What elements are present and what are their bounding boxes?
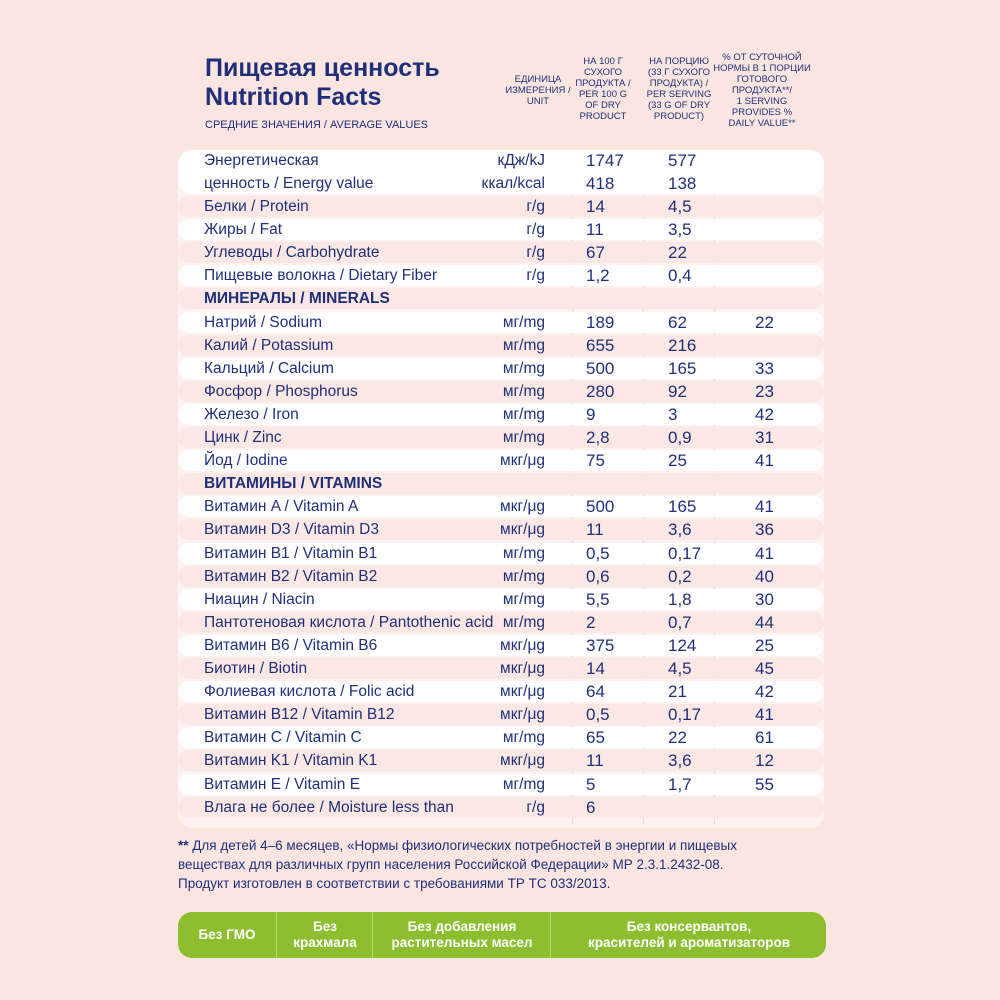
nutrient-name: Калий / Potassium bbox=[204, 336, 334, 354]
nutrient-unit: г/g bbox=[526, 798, 545, 816]
nutrient-unit: г/g bbox=[526, 267, 545, 285]
value-per-100g: 655 bbox=[586, 335, 615, 355]
value-per-serving: 0,7 bbox=[668, 612, 692, 632]
nutrient-unit: мкг/μg bbox=[500, 636, 545, 654]
nutrient-unit: мг/mg bbox=[502, 567, 545, 585]
value-daily-percent: 42 bbox=[755, 682, 774, 702]
value-per-100g: 0,6 bbox=[586, 566, 610, 586]
nutrient-unit: мг/mg bbox=[502, 613, 545, 631]
nutrient-unit: мкг/μg bbox=[500, 683, 545, 701]
nutrient-name: Белки / Protein bbox=[204, 198, 309, 215]
value-per-serving: 1,7 bbox=[668, 774, 692, 794]
nutrient-unit: мг/mg bbox=[502, 775, 545, 793]
nutrient-unit: мг/mg bbox=[502, 544, 545, 562]
nutrient-name: Пантотеновая кислота / Pantothenic acid bbox=[204, 613, 494, 631]
value-per-100g: 11 bbox=[586, 220, 604, 240]
nutrient-name: Витамин B1 / Vitamin B1 bbox=[204, 544, 378, 562]
energy-name-1: Энергетическая bbox=[204, 152, 319, 169]
value-per-serving: 124 bbox=[668, 635, 697, 655]
value-per-serving: 1,8 bbox=[668, 589, 692, 609]
table-row bbox=[178, 543, 824, 564]
section-header bbox=[178, 473, 824, 494]
header-serving-line: ПРОДУКТА) / bbox=[649, 78, 709, 89]
table-row bbox=[178, 358, 824, 379]
nutrient-name: Углеводы / Carbohydrate bbox=[204, 244, 380, 262]
value-daily-percent: 12 bbox=[755, 751, 774, 771]
nutrient-name: Влага не более / Moisture less than bbox=[204, 798, 454, 816]
value-per-serving: 0,4 bbox=[668, 266, 692, 286]
badge-no-gmo-label: Без ГМО bbox=[198, 927, 256, 942]
value-daily-percent: 61 bbox=[755, 728, 774, 748]
nutrient-unit: мкг/μg bbox=[500, 752, 545, 770]
header-serving-line: PRODUCT) bbox=[653, 111, 705, 122]
table-row bbox=[178, 450, 824, 471]
header-per100-line: СУХОГО bbox=[584, 67, 622, 78]
energy-row bbox=[178, 150, 824, 194]
nutrient-unit: мг/mg bbox=[502, 359, 545, 377]
nutrient-name: Витамин D3 / Vitamin D3 bbox=[204, 521, 379, 539]
header-per-serving bbox=[643, 56, 715, 122]
nutrient-unit: мг/mg bbox=[502, 429, 545, 446]
nutrient-unit: г/g bbox=[526, 198, 545, 215]
nutrient-unit: мг/mg bbox=[502, 405, 545, 423]
header-per100-line: OF DRY bbox=[585, 100, 621, 111]
header-per100-line: ПРОДУКТА / bbox=[575, 78, 631, 89]
value-per-serving: 0,17 bbox=[668, 543, 702, 563]
table-row bbox=[178, 265, 824, 286]
nutrient-name: Витамин B6 / Vitamin B6 bbox=[204, 636, 378, 654]
value-daily-percent: 45 bbox=[755, 659, 774, 678]
title-subtitle: СРЕДНИЕ ЗНАЧЕНИЯ / AVERAGE VALUES bbox=[205, 119, 429, 131]
nutrient-name: Витамин K1 / Vitamin K1 bbox=[204, 752, 378, 770]
header-daily-line: ПРОДУКТА**/ bbox=[731, 85, 793, 96]
energy-kcal-per100: 418 bbox=[586, 174, 615, 193]
value-per-100g: 5 bbox=[586, 774, 596, 794]
header-daily-line: DAILY VALUE** bbox=[728, 118, 796, 129]
header-per100-line: PRODUCT bbox=[579, 111, 627, 122]
footnote-line-2: веществах для различных групп населения Российской Федерации» МР 2.3.1.2432-08. bbox=[178, 857, 724, 872]
energy-name-2: ценность / Energy value bbox=[204, 175, 374, 192]
value-per-100g: 5,5 bbox=[586, 589, 610, 609]
table-row bbox=[178, 635, 824, 656]
header-per100-line: НА 100 Г bbox=[583, 56, 623, 67]
value-per-100g: 280 bbox=[586, 381, 615, 401]
header-daily-line: PROVIDES % bbox=[731, 107, 793, 118]
table-row bbox=[178, 681, 824, 702]
header-daily-line: НОРМЫ В 1 ПОРЦИИ bbox=[713, 63, 811, 74]
nutrient-unit: мкг/μg bbox=[500, 498, 545, 516]
value-per-100g: 0,5 bbox=[586, 543, 610, 563]
nutrient-name: Витамин E / Vitamin E bbox=[204, 775, 361, 793]
value-per-100g: 14 bbox=[586, 659, 605, 678]
header-serving-line: НА ПОРЦИЮ bbox=[649, 56, 709, 67]
nutrient-unit: мг/mg bbox=[502, 382, 545, 400]
badge-no-preservatives bbox=[550, 912, 826, 958]
table-row bbox=[178, 774, 824, 795]
nutrient-name: Фолиевая кислота / Folic acid bbox=[204, 683, 415, 701]
value-per-serving: 216 bbox=[668, 335, 697, 355]
energy-unit-kcal: ккал/kcal bbox=[481, 175, 545, 192]
nutrient-name: Биотин / Biotin bbox=[204, 660, 308, 677]
value-per-serving: 0,2 bbox=[668, 566, 692, 586]
value-daily-percent: 41 bbox=[755, 705, 774, 725]
value-per-serving: 0,9 bbox=[668, 428, 692, 447]
section-title: ВИТАМИНЫ / VITAMINS bbox=[204, 475, 383, 493]
value-daily-percent: 44 bbox=[755, 612, 774, 632]
footnote-stars: ** bbox=[178, 838, 189, 853]
nutrient-name: Натрий / Sodium bbox=[204, 313, 322, 331]
value-per-serving: 3,6 bbox=[668, 520, 692, 540]
value-per-100g: 2 bbox=[586, 612, 596, 632]
nutrient-unit: мкг/μg bbox=[500, 452, 545, 470]
header-unit bbox=[500, 74, 576, 107]
value-daily-percent: 40 bbox=[755, 566, 774, 586]
value-daily-percent: 41 bbox=[755, 451, 774, 471]
value-daily-percent: 22 bbox=[755, 312, 774, 332]
table-row bbox=[178, 658, 824, 679]
title-ru: Пищевая ценность bbox=[205, 54, 440, 82]
nutrient-unit: мкг/μg bbox=[500, 706, 545, 724]
table-row bbox=[178, 566, 824, 587]
value-per-100g: 11 bbox=[586, 751, 604, 771]
value-daily-percent: 25 bbox=[755, 635, 774, 655]
value-per-100g: 2,8 bbox=[586, 428, 610, 447]
value-per-serving: 62 bbox=[668, 312, 687, 332]
value-per-100g: 500 bbox=[586, 358, 615, 378]
value-per-serving: 3,6 bbox=[668, 751, 692, 771]
value-per-serving: 4,5 bbox=[668, 659, 692, 678]
header-unit-line: ИЗМЕРЕНИЯ / bbox=[505, 85, 571, 96]
badge-no-starch-l2: крахмала bbox=[293, 935, 357, 950]
nutrient-name: Пищевые волокна / Dietary Fiber bbox=[204, 267, 438, 285]
header-daily-value bbox=[712, 52, 812, 129]
value-per-100g: 67 bbox=[586, 243, 605, 263]
energy-kj-serving: 577 bbox=[668, 151, 697, 170]
nutrient-unit: мкг/μg bbox=[500, 660, 545, 677]
footnote bbox=[178, 836, 838, 893]
nutrient-name: Витамин C / Vitamin C bbox=[204, 729, 362, 747]
header-serving-line: (33 Г СУХОГО bbox=[647, 67, 711, 78]
nutrient-unit: мг/mg bbox=[502, 729, 545, 747]
header-unit-line: ЕДИНИЦА bbox=[514, 74, 562, 85]
value-per-100g: 65 bbox=[586, 728, 605, 748]
badge-no-preservatives-l2: красителей и ароматизаторов bbox=[587, 935, 790, 950]
header-daily-line: % ОТ СУТОЧНОЙ bbox=[722, 52, 802, 63]
energy-kj-per100: 1747 bbox=[586, 151, 624, 170]
value-per-serving: 3 bbox=[668, 404, 678, 424]
badge-no-gmo bbox=[178, 912, 276, 958]
value-daily-percent: 41 bbox=[755, 497, 774, 517]
table-row bbox=[178, 381, 824, 402]
table-row bbox=[178, 612, 824, 633]
table-row bbox=[178, 519, 824, 540]
value-daily-percent: 42 bbox=[755, 404, 774, 424]
footnote-line-3: Продукт изготовлен в соответствии с требованиями ТР ТС 033/2013. bbox=[178, 876, 611, 891]
header-per100-line: PER 100 G bbox=[578, 89, 628, 100]
value-per-serving: 0,17 bbox=[668, 705, 702, 725]
header-serving-line: PER SERVING bbox=[646, 89, 712, 100]
nutrient-unit: мг/mg bbox=[502, 336, 545, 354]
nutrient-name: Жиры / Fat bbox=[204, 221, 283, 239]
header-daily-line: ГОТОВОГО bbox=[736, 74, 788, 85]
value-per-100g: 1,2 bbox=[586, 266, 610, 286]
footnote-line-1: Для детей 4–6 месяцев, «Нормы физиологических потребностей в энергии и пищевых bbox=[188, 838, 737, 853]
badge-no-oils-l2: растительных масел bbox=[391, 935, 533, 950]
value-daily-percent: 23 bbox=[755, 381, 774, 401]
value-daily-percent: 33 bbox=[755, 358, 774, 378]
value-per-100g: 6 bbox=[586, 797, 596, 817]
table-row bbox=[178, 750, 824, 771]
value-daily-percent: 31 bbox=[755, 428, 774, 447]
value-per-serving: 165 bbox=[668, 358, 697, 378]
badge-no-oils bbox=[372, 912, 551, 958]
header-unit-line: UNIT bbox=[526, 96, 550, 107]
value-per-100g: 11 bbox=[586, 520, 604, 540]
value-per-100g: 9 bbox=[586, 404, 596, 424]
table-row bbox=[178, 219, 824, 240]
nutrient-name: Фосфор / Phosphorus bbox=[204, 382, 358, 400]
title-en: Nutrition Facts bbox=[205, 83, 382, 111]
value-per-serving: 3,5 bbox=[668, 220, 692, 240]
header-daily-line: 1 SERVING bbox=[736, 96, 788, 107]
value-per-serving: 25 bbox=[668, 451, 687, 471]
section-title: МИНЕРАЛЫ / MINERALS bbox=[204, 290, 390, 308]
table-row bbox=[178, 727, 824, 748]
nutrient-name: Витамин B2 / Vitamin B2 bbox=[204, 567, 378, 585]
value-per-serving: 22 bbox=[668, 243, 687, 263]
header-serving-line: (33 G OF DRY bbox=[647, 100, 711, 111]
nutrient-unit: мг/mg bbox=[502, 590, 545, 608]
value-daily-percent: 30 bbox=[755, 589, 774, 609]
table-row bbox=[178, 704, 824, 725]
section-header bbox=[178, 288, 824, 309]
nutrient-unit: мкг/μg bbox=[500, 521, 545, 539]
table-row bbox=[178, 589, 824, 610]
badge-no-preservatives-l1: Без консервантов, bbox=[626, 919, 752, 934]
value-per-serving: 4,5 bbox=[668, 197, 692, 216]
table-row bbox=[178, 496, 824, 517]
nutrient-name: Витамин A / Vitamin A bbox=[204, 498, 359, 516]
nutrient-name: Цинк / Zinc bbox=[204, 429, 282, 446]
title-block bbox=[205, 54, 440, 131]
table-row bbox=[178, 196, 824, 217]
nutrient-unit: мг/mg bbox=[502, 313, 545, 331]
nutrient-name: Кальций / Calcium bbox=[204, 359, 334, 377]
nutrient-name: Железо / Iron bbox=[204, 405, 299, 423]
header-per-100g bbox=[573, 56, 633, 122]
value-per-100g: 64 bbox=[586, 682, 605, 702]
value-daily-percent: 36 bbox=[755, 520, 774, 540]
table-row bbox=[178, 242, 824, 263]
nutrient-unit: г/g bbox=[526, 221, 545, 239]
value-per-100g: 0,5 bbox=[586, 705, 610, 725]
value-per-100g: 189 bbox=[586, 312, 615, 332]
value-per-serving: 92 bbox=[668, 381, 687, 401]
table-row bbox=[178, 312, 824, 333]
table-row bbox=[178, 427, 824, 448]
value-daily-percent: 55 bbox=[755, 774, 774, 794]
value-per-serving: 165 bbox=[668, 497, 697, 517]
nutrient-name: Ниацин / Niacin bbox=[204, 590, 315, 608]
energy-unit-kj: кДж/kJ bbox=[497, 152, 545, 169]
badge-no-starch bbox=[276, 912, 373, 958]
value-per-serving: 21 bbox=[668, 682, 687, 702]
nutrient-unit: г/g bbox=[526, 244, 545, 262]
value-per-100g: 75 bbox=[586, 451, 605, 471]
nutrient-name: Йод / Iodine bbox=[204, 452, 288, 470]
table-row bbox=[178, 335, 824, 356]
table-row bbox=[178, 404, 824, 425]
energy-kcal-serving: 138 bbox=[668, 174, 697, 193]
value-per-100g: 500 bbox=[586, 497, 615, 517]
badges-bar bbox=[178, 912, 826, 958]
value-per-100g: 375 bbox=[586, 635, 615, 655]
badge-no-starch-l1: Без bbox=[313, 919, 337, 934]
table-row bbox=[178, 797, 824, 818]
value-daily-percent: 41 bbox=[755, 543, 774, 563]
value-per-serving: 22 bbox=[668, 728, 687, 748]
value-per-100g: 14 bbox=[586, 197, 605, 216]
nutrient-name: Витамин B12 / Vitamin B12 bbox=[204, 706, 395, 724]
badge-no-oils-l1: Без добавления bbox=[407, 919, 517, 934]
